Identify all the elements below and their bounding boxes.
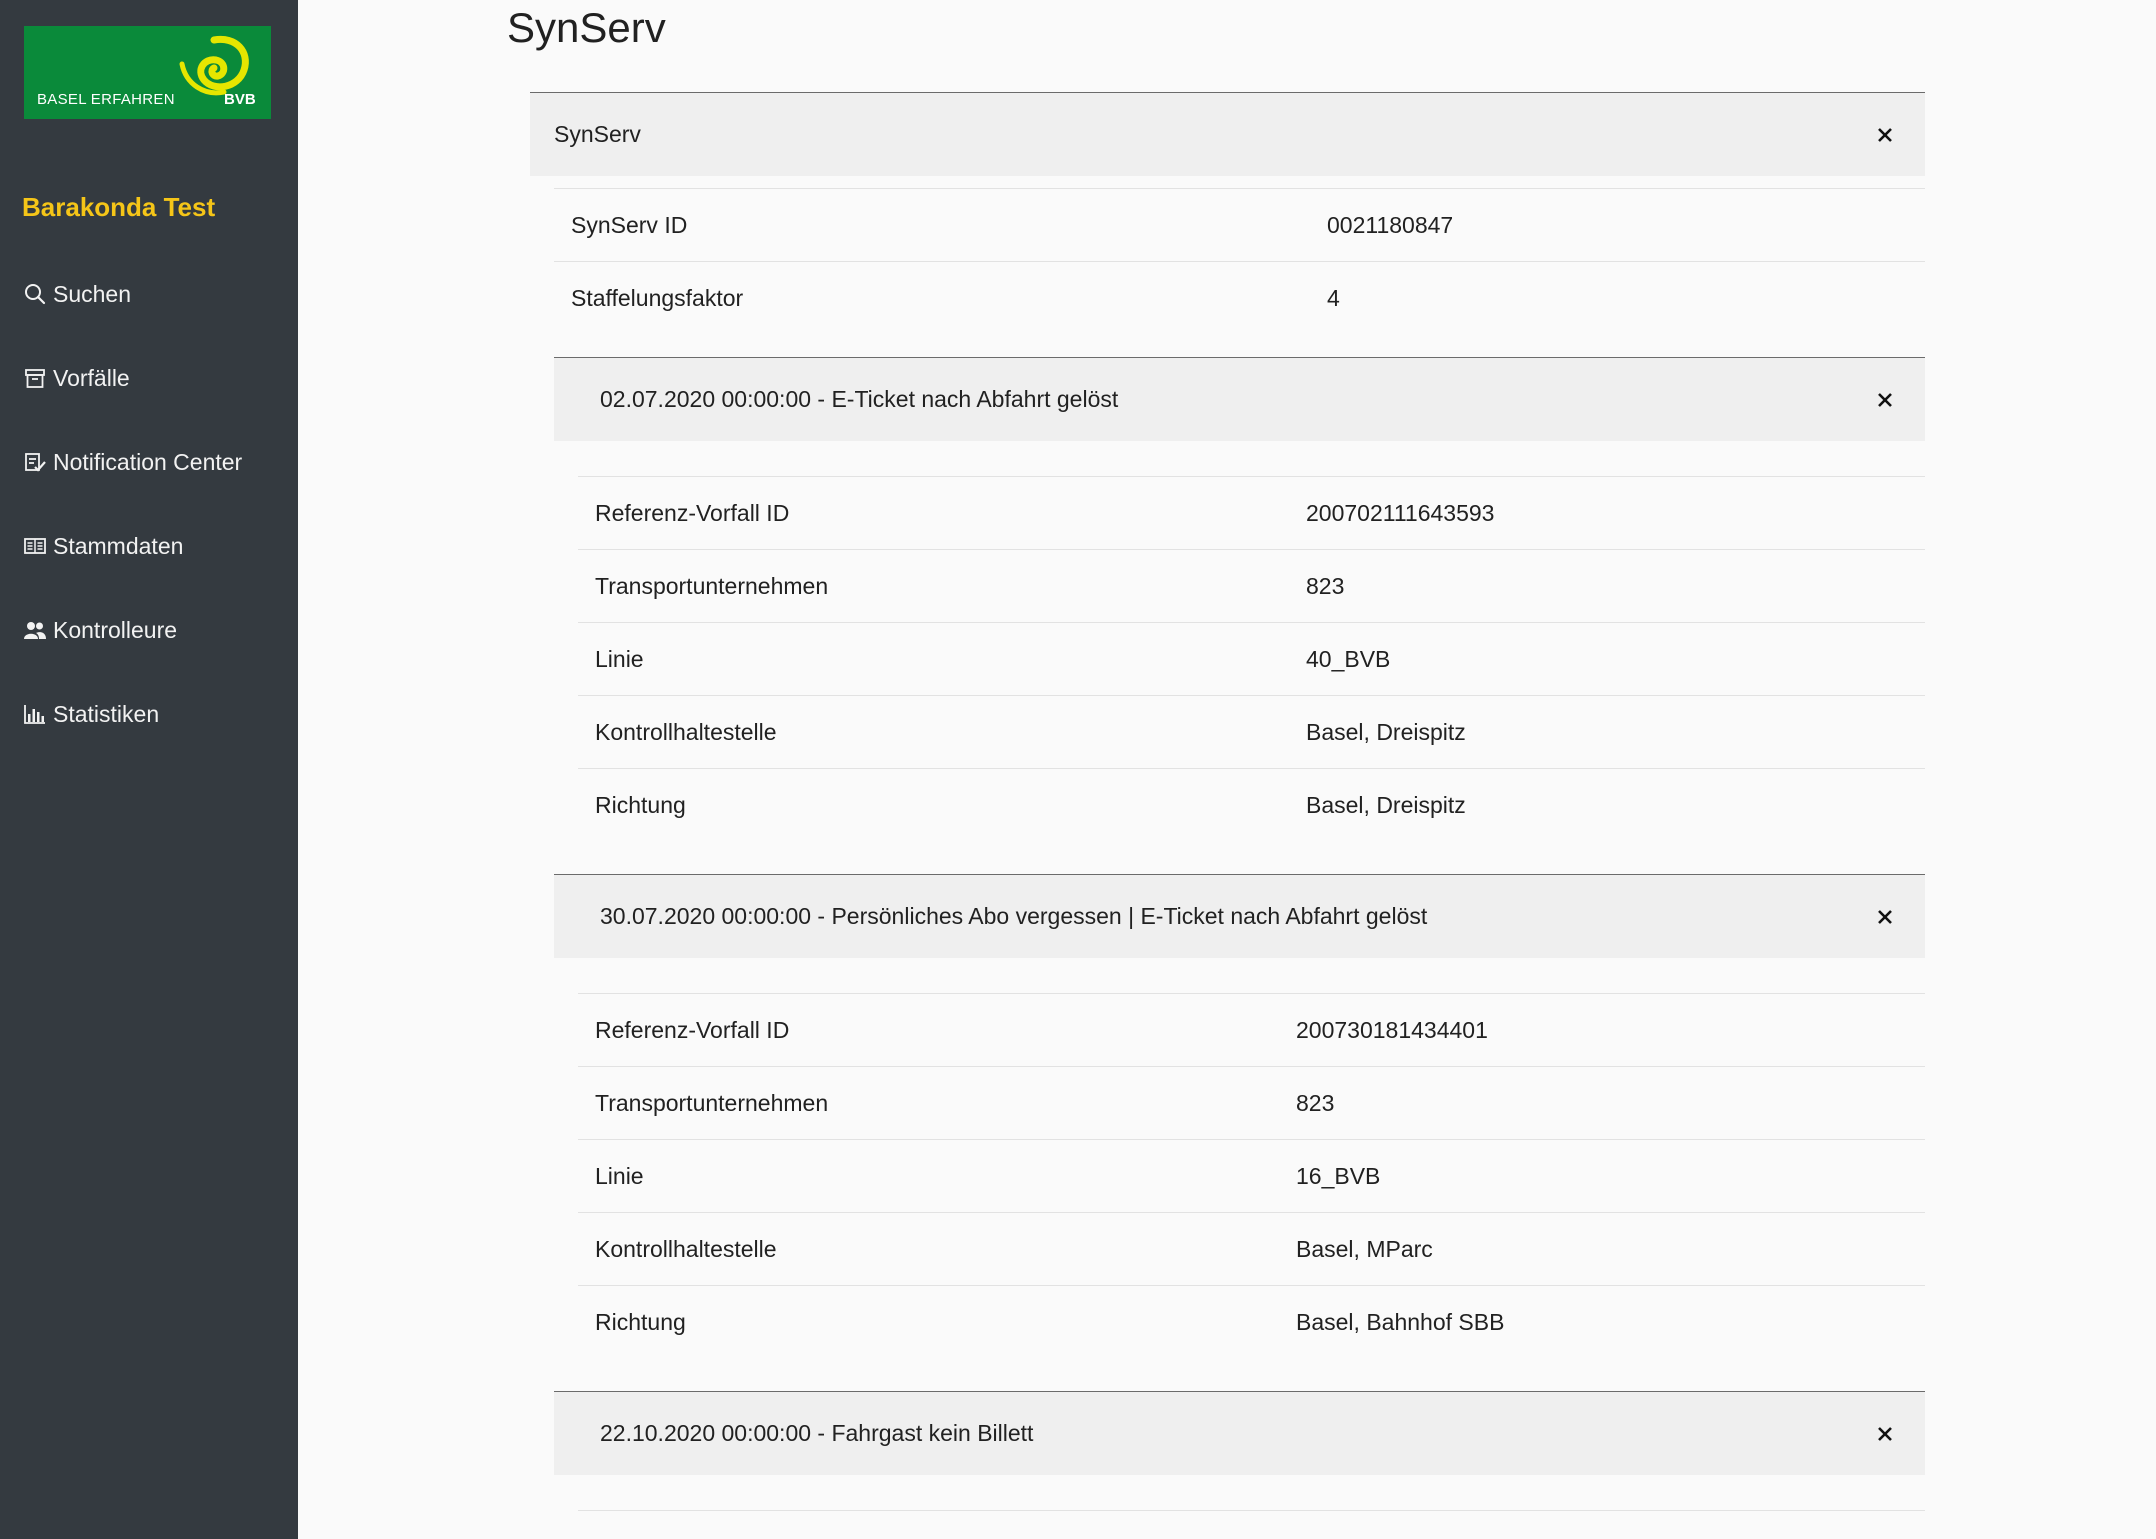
row-key: Linie (595, 1162, 644, 1189)
incident-title: 02.07.2020 00:00:00 - E-Ticket nach Abfahrt gelöst (600, 386, 1119, 412)
row-key: Referenz-Vorfall ID (595, 499, 790, 526)
row-key: Linie (595, 645, 644, 672)
row-key: Richtung (595, 1308, 686, 1335)
synserv-panel-header[interactable] (530, 92, 1925, 176)
table-row (578, 476, 1925, 549)
row-key: Transportunternehmen (595, 1089, 829, 1116)
sidebar-item-suchen[interactable] (0, 252, 298, 336)
bar-chart-icon (22, 702, 47, 727)
row-value: Basel, MParc (1296, 1235, 1433, 1262)
table-row (578, 1066, 1925, 1139)
row-key: Kontrollhaltestelle (595, 1235, 777, 1262)
row-key: Referenz-Vorfall ID (595, 1016, 790, 1043)
row-value: 4 (1327, 284, 1340, 311)
incident-panel (554, 357, 1925, 841)
bvb-logo[interactable] (24, 26, 271, 119)
table-row (578, 1139, 1925, 1212)
close-icon[interactable] (1871, 386, 1899, 414)
incident-details (578, 993, 1925, 1358)
row-value: 16_BVB (1296, 1162, 1381, 1189)
close-icon[interactable] (1871, 903, 1899, 931)
table-row (578, 1285, 1925, 1358)
search-icon (22, 282, 47, 307)
table-row (554, 261, 1925, 334)
synserv-details (554, 188, 1925, 334)
row-key: Richtung (595, 791, 686, 818)
page-title: SynServ (507, 4, 666, 51)
incident-panel (554, 1391, 1925, 1539)
sidebar-item-statistiken[interactable] (0, 672, 298, 756)
row-value: 823 (1296, 1089, 1335, 1116)
sidebar-item-vorfaelle[interactable] (0, 336, 298, 420)
row-key: Transportunternehmen (595, 572, 829, 599)
table-row (578, 1510, 1925, 1539)
table-row (578, 695, 1925, 768)
incident-title: 30.07.2020 00:00:00 - Persönliches Abo vergessen | E-Ticket nach Abfahrt gelöst (600, 903, 1428, 929)
sidebar-nav (0, 252, 298, 756)
row-value: 40_BVB (1306, 645, 1391, 672)
row-value: 823 (1306, 572, 1345, 599)
row-value: Basel, Dreispitz (1306, 791, 1466, 818)
row-value: Basel, Dreispitz (1306, 718, 1466, 745)
table-row (578, 549, 1925, 622)
users-icon (22, 618, 47, 643)
table-row (578, 768, 1925, 841)
row-key: Kontrollhaltestelle (595, 718, 777, 745)
table-row (578, 622, 1925, 695)
sidebar-item-kontrolleure[interactable] (0, 588, 298, 672)
sidebar-item-notification-center[interactable] (0, 420, 298, 504)
table-row (578, 993, 1925, 1066)
incident-header[interactable] (554, 1391, 1925, 1475)
panel-title: SynServ (554, 121, 641, 147)
row-value: 200730181434401 (1296, 1016, 1488, 1043)
table-row (554, 188, 1925, 261)
notification-check-icon (22, 450, 47, 475)
app-name: Barakonda Test (22, 192, 216, 222)
sidebar (0, 0, 298, 1539)
incident-panel (554, 874, 1925, 1358)
sidebar-item-stammdaten[interactable] (0, 504, 298, 588)
row-value: 200702111643593 (1306, 499, 1495, 526)
logo-text: BASEL ERFAHREN (37, 91, 175, 108)
row-key: Staffelungsfaktor (571, 284, 744, 311)
sidebar-item-label: Suchen (53, 280, 132, 307)
sidebar-item-label: Statistiken (53, 700, 160, 727)
row-value: Basel, Bahnhof SBB (1296, 1308, 1505, 1335)
incident-details (578, 1510, 1925, 1539)
master-data-icon (22, 534, 47, 559)
sidebar-item-label: Stammdaten (53, 532, 184, 559)
archive-icon (22, 366, 47, 391)
incident-title: 22.10.2020 00:00:00 - Fahrgast kein Billett (600, 1420, 1034, 1446)
sidebar-item-label: Notification Center (53, 448, 243, 475)
logo-brand: BVB (224, 91, 256, 108)
table-row (578, 1212, 1925, 1285)
sidebar-item-label: Kontrolleure (53, 616, 178, 643)
close-icon[interactable] (1871, 1420, 1899, 1448)
synserv-panel (530, 92, 1925, 1539)
incident-details (578, 476, 1925, 841)
incident-header[interactable] (554, 357, 1925, 441)
close-icon[interactable] (1871, 121, 1899, 149)
sidebar-item-label: Vorfälle (53, 364, 130, 391)
row-key: SynServ ID (571, 211, 688, 238)
row-value: 0021180847 (1327, 211, 1454, 238)
incident-header[interactable] (554, 874, 1925, 958)
